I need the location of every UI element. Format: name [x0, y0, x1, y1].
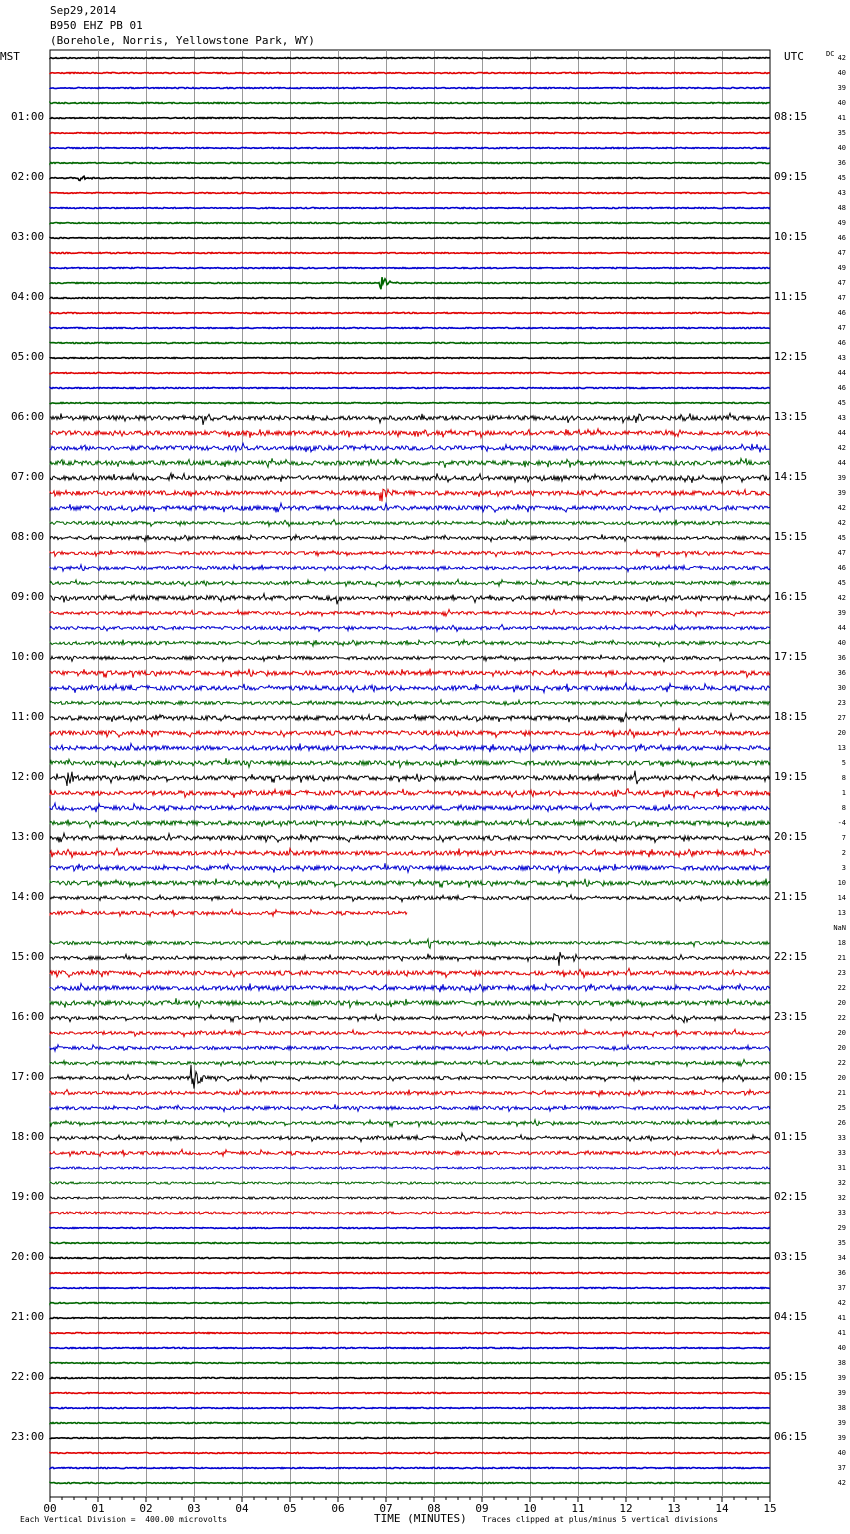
trace-row: [50, 277, 770, 289]
dc-offset-label: 27: [837, 714, 846, 722]
dc-offset-label: 42: [837, 594, 846, 602]
dc-offset-label: 47: [837, 294, 846, 302]
dc-offset-label: 46: [837, 384, 846, 392]
header-location: (Borehole, Norris, Yellowstone Park, WY): [50, 34, 315, 47]
left-time-label: 21:00: [11, 1310, 45, 1323]
left-time-label: 16:00: [11, 1010, 45, 1023]
dc-offset-label: 20: [837, 999, 846, 1007]
trace-row: [50, 402, 770, 403]
x-tick-label: 03: [187, 1502, 201, 1515]
dc-offset-label: 44: [837, 369, 846, 377]
x-tick-label: 01: [91, 1502, 105, 1515]
trace-row: [50, 1242, 770, 1243]
x-tick-label: 09: [475, 1502, 489, 1515]
trace-row: [50, 1317, 770, 1318]
trace-row: [50, 625, 770, 632]
trace-row: [50, 1467, 770, 1468]
dc-offset-label: 3: [841, 864, 846, 872]
dc-offset-label: 41: [837, 1329, 846, 1337]
trace-row: [50, 387, 770, 388]
right-time-label: 20:15: [774, 830, 808, 843]
trace-row: [50, 983, 770, 992]
trace-row: [50, 117, 770, 118]
trace-row: [50, 489, 770, 501]
dc-offset-label: 33: [837, 1134, 846, 1142]
dc-offset-label: 22: [837, 1014, 846, 1022]
trace-row: [50, 1029, 770, 1036]
trace-row: [50, 147, 770, 148]
trace-row: [50, 1149, 770, 1156]
right-time-label: 13:15: [774, 410, 808, 423]
dc-offset-label: 23: [837, 699, 846, 707]
left-time-label: 15:00: [11, 950, 45, 963]
left-time-label: 02:00: [11, 170, 45, 183]
dc-offset-label: 5: [841, 759, 846, 767]
dc-offset-label: 1: [841, 789, 846, 797]
trace-row: [50, 743, 770, 752]
dc-offset-label: 35: [837, 1239, 846, 1247]
left-time-label: 14:00: [11, 890, 45, 903]
dc-offset-label: 8: [841, 774, 846, 782]
trace-row: [50, 429, 770, 438]
trace-row: [50, 1362, 770, 1363]
trace-row: [50, 458, 770, 467]
right-time-label: 05:15: [774, 1370, 808, 1383]
footer-scale-note: Each Vertical Division = 400.00 microvolts: [20, 1515, 228, 1524]
dc-offset-label: 30: [837, 684, 846, 692]
trace-row: [50, 609, 770, 616]
dc-offset-label: 39: [837, 84, 846, 92]
dc-offset-label: 40: [837, 1344, 846, 1352]
x-tick-label: 14: [715, 1502, 729, 1515]
dc-offset-label: 44: [837, 429, 846, 437]
trace-row: [50, 87, 770, 88]
dc-offset-label: 42: [837, 1299, 846, 1307]
trace-row: [50, 1257, 770, 1258]
left-time-label: 09:00: [11, 590, 45, 603]
right-time-label: 23:15: [774, 1010, 808, 1023]
x-tick-label: 02: [139, 1502, 153, 1515]
right-time-label: 09:15: [774, 170, 808, 183]
left-time-label: 19:00: [11, 1190, 45, 1203]
dc-offset-label: 34: [837, 1254, 846, 1262]
trace-row: [50, 237, 770, 238]
x-tick-label: 10: [523, 1502, 537, 1515]
dc-offset-label: 8: [841, 804, 846, 812]
dc-offset-label: 14: [837, 894, 846, 902]
trace-row: [50, 297, 770, 298]
trace-row: [50, 1212, 770, 1214]
dc-offset-label: 42: [837, 54, 846, 62]
trace-row: [50, 863, 770, 872]
left-time-label: 07:00: [11, 470, 45, 483]
dc-offset-label: 40: [837, 144, 846, 152]
trace-row: [50, 579, 770, 586]
seismogram-traces: [50, 57, 770, 1483]
dc-offset-label: 40: [837, 1449, 846, 1457]
trace-row: [50, 357, 770, 358]
trace-row: [50, 909, 407, 916]
dc-offset-label: 32: [837, 1194, 846, 1202]
dc-offset-label: 23: [837, 969, 846, 977]
trace-row: [50, 1065, 770, 1089]
trace-row: [50, 1407, 770, 1408]
dc-offset-label: 38: [837, 1359, 846, 1367]
dc-offset-label: 25: [837, 1104, 846, 1112]
left-timezone-label: MST: [0, 50, 20, 63]
dc-offset-label: 37: [837, 1464, 846, 1472]
dc-offset-label: 39: [837, 1419, 846, 1427]
dc-offset-label: 26: [837, 1119, 846, 1127]
dc-offset-label: 45: [837, 579, 846, 587]
right-time-label: 16:15: [774, 590, 808, 603]
trace-row: [50, 1452, 770, 1453]
dc-offset-label: 44: [837, 459, 846, 467]
dc-offset-label: 40: [837, 99, 846, 107]
right-time-label: 04:15: [774, 1310, 808, 1323]
dc-column-label: DC: [826, 50, 835, 58]
dc-offset-label: 46: [837, 564, 846, 572]
trace-row: [50, 1272, 770, 1273]
trace-row: [50, 372, 770, 373]
right-time-label: 03:15: [774, 1250, 808, 1263]
dc-offset-label: 42: [837, 504, 846, 512]
right-time-label: 18:15: [774, 710, 808, 723]
dc-offset-label: 22: [837, 1059, 846, 1067]
dc-offset-label: 42: [837, 519, 846, 527]
trace-row: [50, 819, 770, 827]
trace-row: [50, 803, 770, 812]
dc-offset-label: 39: [837, 1389, 846, 1397]
dc-offset-label: 18: [837, 939, 846, 947]
left-time-label: 08:00: [11, 530, 45, 543]
trace-row: [50, 594, 770, 605]
trace-row: [50, 789, 770, 798]
trace-row: [50, 1045, 770, 1052]
right-time-label: 02:15: [774, 1190, 808, 1203]
left-time-label: 10:00: [11, 650, 45, 663]
trace-row: [50, 413, 770, 425]
trace-row: [50, 968, 770, 977]
trace-row: [50, 327, 770, 328]
dc-offset-label: -4: [837, 819, 846, 827]
dc-offset-label: 44: [837, 624, 846, 632]
dc-offset-label: 37: [837, 1284, 846, 1292]
right-time-label: 08:15: [774, 110, 808, 123]
left-time-label: 11:00: [11, 710, 45, 723]
right-time-label: 10:15: [774, 230, 808, 243]
trace-row: [50, 57, 770, 58]
dc-offset-label: 45: [837, 399, 846, 407]
left-time-label: 20:00: [11, 1250, 45, 1263]
dc-offset-label: 36: [837, 159, 846, 167]
dc-offset-label: 20: [837, 1074, 846, 1082]
right-time-label: 00:15: [774, 1070, 808, 1083]
dc-offset-label: 33: [837, 1209, 846, 1217]
x-tick-label: 06: [331, 1502, 345, 1515]
trace-row: [50, 1377, 770, 1378]
trace-row: [50, 132, 770, 133]
dc-offset-label: 46: [837, 234, 846, 242]
right-time-label: 15:15: [774, 530, 808, 543]
trace-row: [50, 700, 770, 707]
dc-offset-label: 47: [837, 249, 846, 257]
trace-row: [50, 1227, 770, 1228]
trace-row: [50, 102, 770, 103]
trace-row: [50, 503, 770, 512]
dc-offset-label: 43: [837, 414, 846, 422]
trace-row: [50, 192, 770, 193]
left-time-label: 23:00: [11, 1430, 45, 1443]
dc-offset-label: 20: [837, 729, 846, 737]
right-timezone-label: UTC: [784, 50, 804, 63]
dc-offset-label: 39: [837, 1434, 846, 1442]
dc-offset-label: 47: [837, 279, 846, 287]
dc-offset-label: 47: [837, 324, 846, 332]
trace-row: [50, 833, 770, 842]
dc-offset-label: 31: [837, 1164, 846, 1172]
dc-offset-label: 43: [837, 354, 846, 362]
x-tick-label: 04: [235, 1502, 249, 1515]
trace-row: [50, 1182, 770, 1184]
trace-row: [50, 879, 770, 888]
trace-row: [50, 758, 770, 767]
trace-row: [50, 520, 770, 527]
dc-offset-label: 39: [837, 474, 846, 482]
left-time-label: 05:00: [11, 350, 45, 363]
dc-offset-label: 39: [837, 489, 846, 497]
right-time-label: 11:15: [774, 290, 808, 303]
footer-clip-note: Traces clipped at plus/minus 5 vertical divisions: [482, 1515, 719, 1524]
trace-row: [50, 1437, 770, 1438]
left-time-label: 06:00: [11, 410, 45, 423]
right-time-label: 21:15: [774, 890, 808, 903]
dc-offset-label: 10: [837, 879, 846, 887]
trace-row: [50, 655, 770, 662]
trace-row: [50, 534, 770, 541]
trace-row: [50, 473, 770, 483]
dc-offset-label: 22: [837, 984, 846, 992]
trace-row: [50, 998, 770, 1007]
right-time-label: 06:15: [774, 1430, 808, 1443]
dc-offset-label: 40: [837, 69, 846, 77]
trace-row: [50, 176, 770, 180]
dc-offset-label: 38: [837, 1404, 846, 1412]
trace-row: [50, 252, 770, 253]
dc-offset-label: 47: [837, 549, 846, 557]
dc-offset-label: NaN: [833, 924, 846, 932]
dc-offset-label: 39: [837, 1374, 846, 1382]
dc-offset-label: 40: [837, 639, 846, 647]
trace-row: [50, 939, 770, 948]
dc-offset-label: 36: [837, 654, 846, 662]
dc-offset-label: 35: [837, 129, 846, 137]
left-time-label: 22:00: [11, 1370, 45, 1383]
left-time-label: 12:00: [11, 770, 45, 783]
dc-offset-label: 46: [837, 339, 846, 347]
trace-row: [50, 267, 770, 268]
left-time-label: 13:00: [11, 830, 45, 843]
dc-offset-label: 21: [837, 1089, 846, 1097]
trace-row: [50, 1422, 770, 1423]
trace-row: [50, 1347, 770, 1348]
trace-row: [50, 312, 770, 313]
trace-row: [50, 1090, 770, 1097]
left-time-label: 01:00: [11, 110, 45, 123]
right-time-label: 01:15: [774, 1130, 808, 1143]
trace-row: [50, 1059, 770, 1066]
dc-offset-label: 20: [837, 1044, 846, 1052]
dc-offset-label: 45: [837, 174, 846, 182]
dc-offset-label: 13: [837, 744, 846, 752]
trace-row: [50, 1392, 770, 1393]
x-tick-label: 07: [379, 1502, 393, 1515]
trace-row: [50, 713, 770, 722]
dc-offset-label: 46: [837, 309, 846, 317]
x-tick-label: 08: [427, 1502, 441, 1515]
trace-row: [50, 1133, 770, 1142]
dc-offset-label: 48: [837, 204, 846, 212]
trace-row: [50, 952, 770, 966]
x-tick-label: 00: [43, 1502, 57, 1515]
dc-offset-label: 20: [837, 1029, 846, 1037]
right-time-label: 12:15: [774, 350, 808, 363]
trace-row: [50, 1197, 770, 1199]
trace-row: [50, 728, 770, 737]
dc-offset-label: 39: [837, 609, 846, 617]
trace-row: [50, 848, 770, 857]
trace-row: [50, 1104, 770, 1111]
right-time-label: 17:15: [774, 650, 808, 663]
trace-row: [50, 550, 770, 557]
left-time-label: 17:00: [11, 1070, 45, 1083]
x-tick-label: 13: [667, 1502, 681, 1515]
dc-offset-label: 7: [841, 834, 846, 842]
dc-offset-label: 49: [837, 264, 846, 272]
trace-row: [50, 639, 770, 646]
trace-row: [50, 1014, 770, 1023]
dc-offset-label: 41: [837, 114, 846, 122]
trace-row: [50, 207, 770, 208]
dc-offset-label: 45: [837, 534, 846, 542]
dc-offset-label: 49: [837, 219, 846, 227]
dc-offset-label: 13: [837, 909, 846, 917]
trace-row: [50, 443, 770, 452]
trace-row: [50, 1482, 770, 1483]
x-axis-title: TIME (MINUTES): [374, 1512, 467, 1525]
left-time-label: 18:00: [11, 1130, 45, 1143]
dc-offset-label: 29: [837, 1224, 846, 1232]
trace-row: [50, 1302, 770, 1303]
right-time-label: 22:15: [774, 950, 808, 963]
dc-offset-label: 36: [837, 1269, 846, 1277]
trace-row: [50, 895, 770, 902]
trace-row: [50, 1287, 770, 1288]
trace-row: [50, 1120, 770, 1127]
dc-offset-label: 41: [837, 1314, 846, 1322]
dc-offset-label: 42: [837, 444, 846, 452]
left-time-label: 03:00: [11, 230, 45, 243]
trace-row: [50, 162, 770, 163]
x-tick-label: 05: [283, 1502, 297, 1515]
trace-row: [50, 565, 770, 572]
right-time-label: 19:15: [774, 770, 808, 783]
trace-row: [50, 72, 770, 73]
trace-row: [50, 771, 770, 786]
left-time-label: 04:00: [11, 290, 45, 303]
trace-row: [50, 683, 770, 693]
dc-offset-label: 42: [837, 1479, 846, 1487]
dc-offset-label: 43: [837, 189, 846, 197]
trace-row: [50, 1167, 770, 1169]
header-station: B950 EHZ PB 01: [50, 19, 143, 32]
dc-offset-label: 33: [837, 1149, 846, 1157]
x-tick-label: 12: [619, 1502, 633, 1515]
right-time-label: 14:15: [774, 470, 808, 483]
header-date: Sep29,2014: [50, 4, 117, 17]
x-tick-label: 11: [571, 1502, 585, 1515]
x-tick-label: 15: [763, 1502, 777, 1515]
trace-row: [50, 1332, 770, 1333]
dc-offset-label: 2: [841, 849, 846, 857]
dc-offset-label: 32: [837, 1179, 846, 1187]
trace-row: [50, 222, 770, 223]
dc-offset-label: 36: [837, 669, 846, 677]
trace-row: [50, 342, 770, 343]
dc-offset-label: 21: [837, 954, 846, 962]
trace-row: [50, 669, 770, 678]
